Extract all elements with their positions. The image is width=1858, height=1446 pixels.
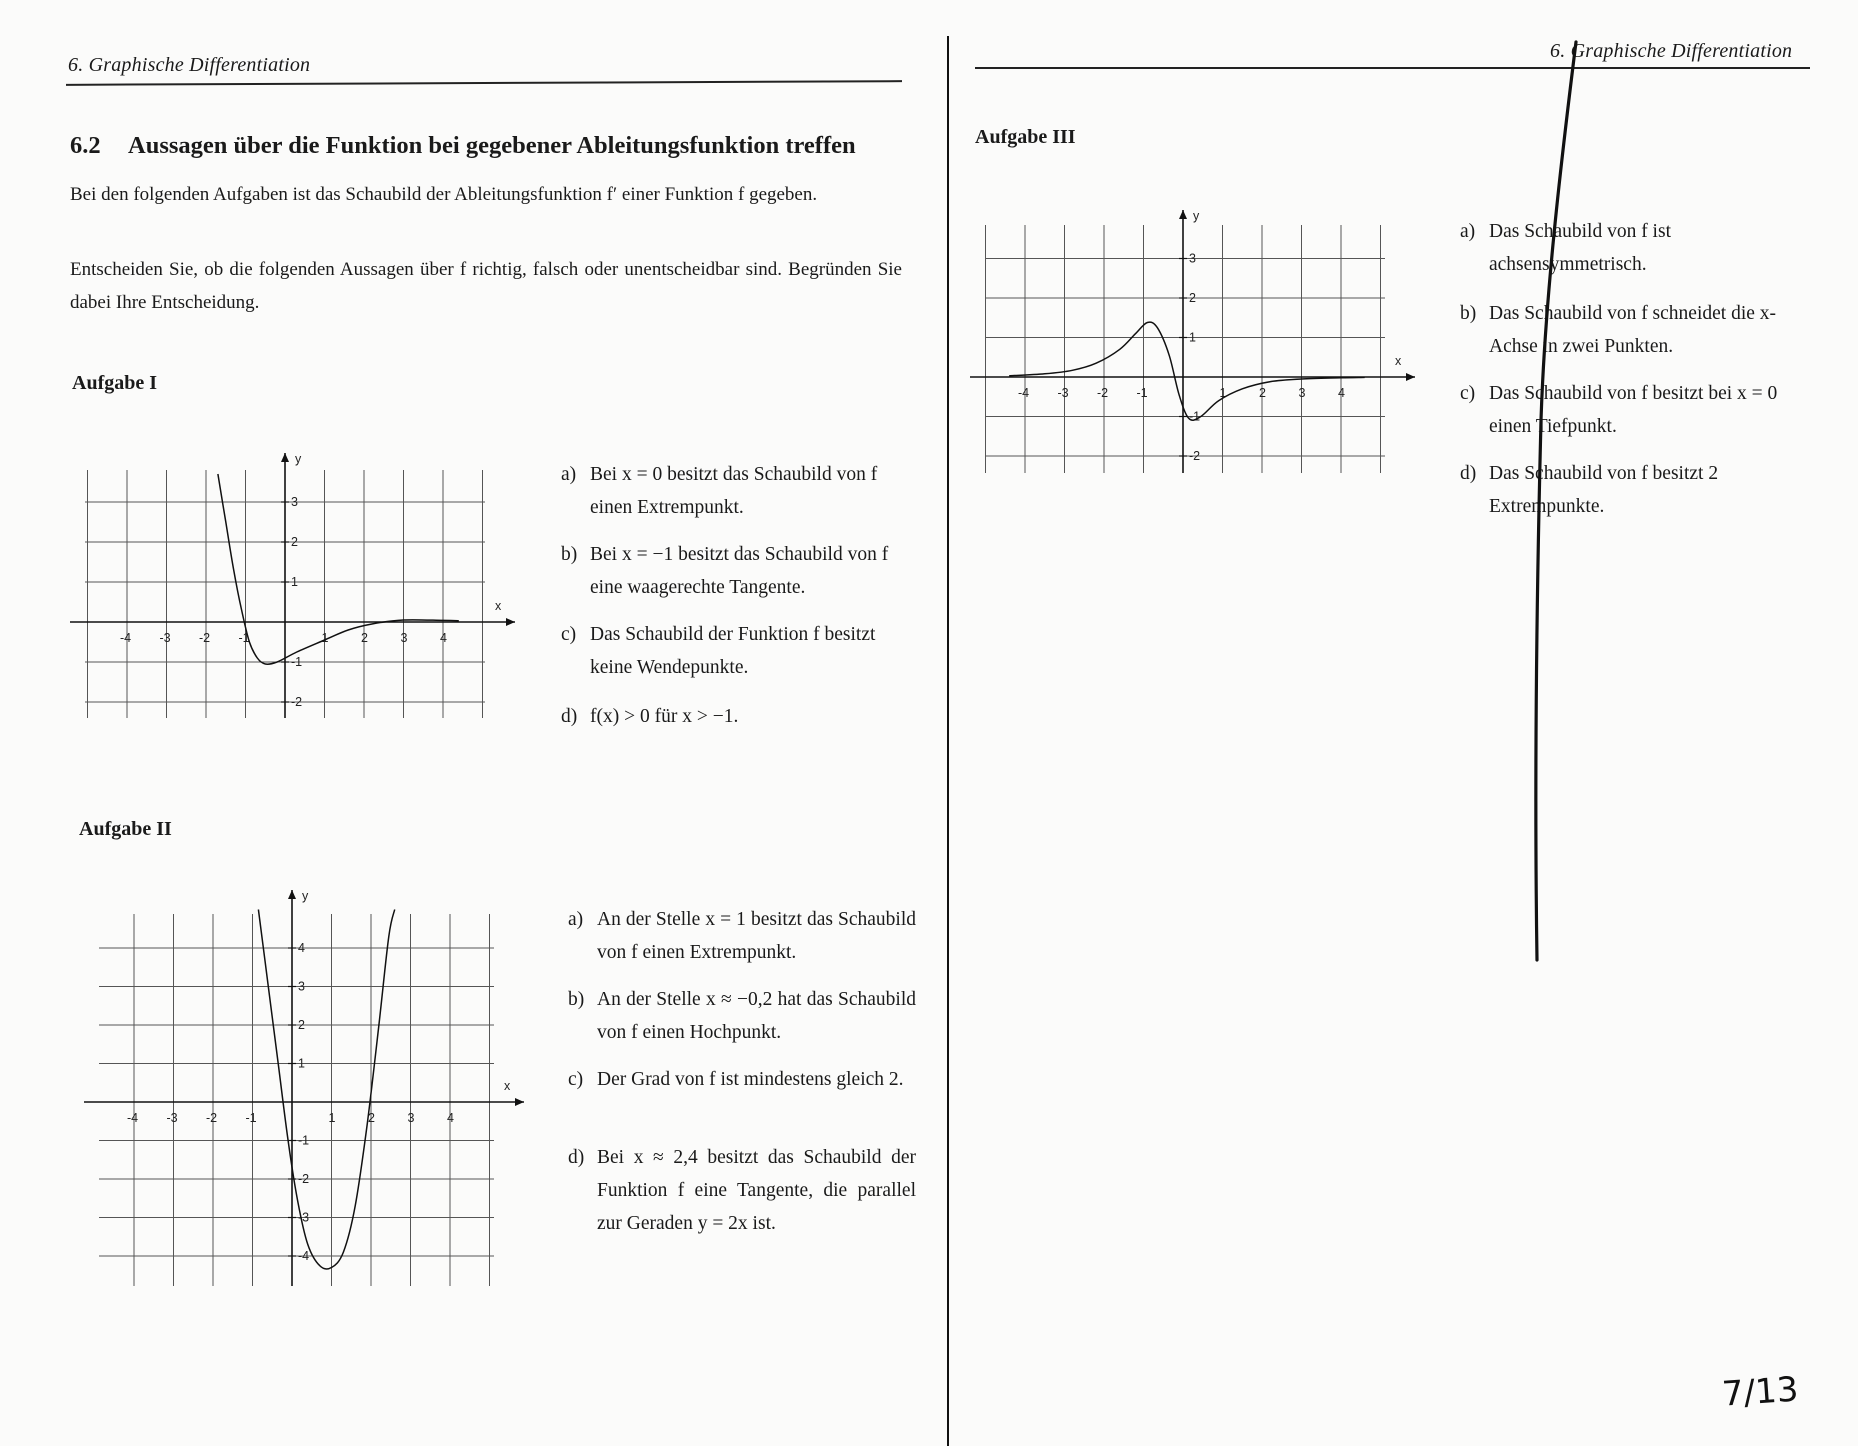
y-tick-label: -1	[1189, 409, 1201, 424]
aufgabe-1-statement-d	[561, 700, 911, 733]
aufgabe-1-graph	[70, 448, 510, 718]
x-axis-arrow	[506, 618, 515, 626]
statement-label: a)	[1460, 221, 1476, 242]
statement-label: b)	[568, 989, 585, 1010]
y-tick-label: 2	[291, 535, 298, 549]
x-tick-label: 1	[328, 1111, 336, 1125]
statement-text: Das Schaubild von f besitzt 2 Extrempunkte.	[1489, 463, 1719, 517]
y-axis-label: y	[295, 452, 302, 466]
x-tick-label: -2	[199, 631, 211, 645]
statement-text: Das Schaubild der Funktion f besitzt keine Wendepunkte.	[590, 624, 876, 678]
y-tick-label: -4	[298, 1249, 310, 1263]
x-tick-label: -1	[1136, 386, 1148, 400]
x-axis-label: x	[495, 599, 502, 613]
statement-label: a)	[561, 464, 577, 485]
x-tick-label: -2	[206, 1111, 218, 1125]
statement-label: c)	[568, 1069, 584, 1090]
x-tick-label: -1	[238, 631, 250, 645]
statement-label: a)	[568, 909, 584, 930]
y-tick-label: 4	[298, 941, 305, 955]
aufgabe-2-title: Aufgabe II	[79, 818, 172, 840]
section-title	[70, 132, 856, 160]
y-tick-label: 1	[291, 575, 298, 589]
x-tick-label: 2	[361, 631, 368, 645]
statement-text: Das Schaubild von f besitzt bei x = 0 einen Tiefpunkt.	[1489, 383, 1778, 437]
handwritten-page-number: 7/13	[1720, 1369, 1800, 1415]
aufgabe-2-statement-d	[568, 1141, 916, 1240]
statement-label: d)	[568, 1147, 585, 1168]
y-tick-label: -1	[291, 655, 303, 669]
x-tick-label: 2	[1259, 386, 1266, 400]
intro-paragraph-2: Entscheiden Sie, ob die folgenden Aussagen über f richtig, falsch oder unentscheidbar sind. Begründen Sie dabei Ihre Entscheidung.	[70, 259, 902, 313]
x-tick-label: 1	[1219, 386, 1227, 400]
statement-text: Bei x = −1 besitzt das Schaubild von f eine waagerechte Tangente.	[590, 544, 889, 598]
aufgabe-2-statement-c	[568, 1063, 916, 1096]
aufgabe-3-statement-a	[1460, 215, 1820, 281]
statement-text: Bei x ≈ 2,4 besitzt das Schaubild der Funktion f eine Tangente, die parallel zur Geraden y = 2x ist.	[597, 1147, 916, 1234]
x-tick-label: 4	[440, 631, 447, 645]
y-tick-label: 1	[1189, 330, 1196, 345]
header-rule-left	[66, 80, 902, 85]
y-tick-label: -3	[298, 1210, 310, 1225]
y-tick-label: 3	[1189, 251, 1196, 266]
aufgabe-3-statement-c	[1460, 377, 1820, 443]
x-tick-label: -4	[120, 631, 132, 645]
statement-label: c)	[561, 624, 577, 645]
x-axis-arrow	[515, 1098, 524, 1106]
header-rule-right	[975, 67, 1810, 69]
running-head-right: 6. Graphische Differentiation	[1550, 40, 1793, 62]
aufgabe-2-graph	[84, 884, 524, 1274]
x-tick-label: -1	[245, 1111, 257, 1125]
y-tick-label: 2	[1189, 291, 1196, 305]
y-tick-label: -2	[1189, 449, 1201, 463]
y-axis-arrow	[281, 453, 289, 462]
statement-text: An der Stelle x ≈ −0,2 hat das Schaubild von f einen Hochpunkt.	[597, 989, 916, 1043]
statement-label: d)	[1460, 463, 1477, 484]
x-tick-label: -3	[166, 1111, 178, 1125]
y-axis-arrow	[1179, 210, 1187, 219]
statement-text: Das Schaubild von f schneidet die x-Achse in zwei Punkten.	[1489, 303, 1777, 357]
running-head-left: 6. Graphische Differentiation	[68, 54, 311, 76]
y-tick-label: -2	[298, 1172, 310, 1186]
aufgabe-3-graph	[970, 205, 1410, 475]
aufgabe-1-title: Aufgabe I	[72, 372, 158, 394]
aufgabe-1-statement-c	[561, 618, 913, 684]
x-tick-label: -3	[1057, 386, 1069, 400]
y-tick-label: -1	[298, 1133, 310, 1148]
x-tick-label: 4	[447, 1111, 454, 1125]
statement-label: b)	[1460, 303, 1477, 324]
x-tick-label: 3	[1298, 386, 1306, 400]
x-axis-label: x	[1395, 354, 1402, 368]
x-axis-label: x	[504, 1079, 511, 1093]
y-axis-arrow	[288, 890, 296, 899]
x-tick-label: -4	[127, 1111, 139, 1125]
x-tick-label: -3	[159, 631, 171, 645]
aufgabe-2-statement-a	[568, 903, 916, 969]
y-tick-label: 3	[291, 495, 298, 509]
aufgabe-3-title: Aufgabe III	[975, 126, 1076, 148]
x-tick-label: -2	[1097, 386, 1109, 400]
aufgabe-3-statement-b	[1460, 297, 1820, 363]
y-tick-label: -2	[291, 695, 303, 709]
x-tick-label: 2	[368, 1111, 375, 1125]
statement-text: Das Schaubild von f ist achsensymmetrisch.	[1489, 221, 1671, 275]
statement-label: b)	[561, 544, 578, 565]
derivative-curve	[1009, 322, 1364, 420]
x-tick-label: 1	[321, 631, 329, 645]
statement-label: d)	[561, 706, 578, 727]
aufgabe-1-statement-a	[561, 458, 911, 524]
derivative-curve	[258, 910, 394, 1269]
statement-text: An der Stelle x = 1 besitzt das Schaubild von f einen Extrempunkt.	[597, 909, 916, 963]
aufgabe-2-statement-b	[568, 983, 916, 1049]
y-axis-label: y	[302, 889, 309, 903]
statement-text: f(x) > 0 für x > −1.	[590, 706, 739, 727]
x-tick-label: -4	[1018, 386, 1030, 400]
x-axis-arrow	[1406, 373, 1415, 381]
y-axis-label: y	[1193, 209, 1200, 223]
aufgabe-3-statement-d	[1460, 457, 1820, 523]
statement-text: Bei x = 0 besitzt das Schaubild von f einen Extrempunkt.	[590, 464, 878, 518]
x-tick-label: 4	[1338, 386, 1345, 400]
section-number: 6.2	[70, 132, 101, 159]
x-tick-label: 3	[400, 631, 408, 645]
intro-paragraph-1: Bei den folgenden Aufgaben ist das Schaubild der Ableitungsfunktion f′ einer Funktion f gegeben.	[70, 184, 818, 205]
y-tick-label: 3	[298, 979, 305, 994]
section-heading: Aussagen über die Funktion bei gegebener Ableitungsfunktion treffen	[128, 132, 856, 159]
page-divider	[947, 36, 949, 1446]
aufgabe-1-statement-b	[561, 538, 911, 604]
derivative-curve	[218, 474, 459, 664]
x-tick-label: 3	[407, 1111, 415, 1125]
y-tick-label: 2	[298, 1018, 305, 1032]
statement-text: Der Grad von f ist mindestens gleich 2.	[597, 1069, 904, 1090]
y-tick-label: 1	[298, 1056, 305, 1071]
statement-label: c)	[1460, 383, 1476, 404]
